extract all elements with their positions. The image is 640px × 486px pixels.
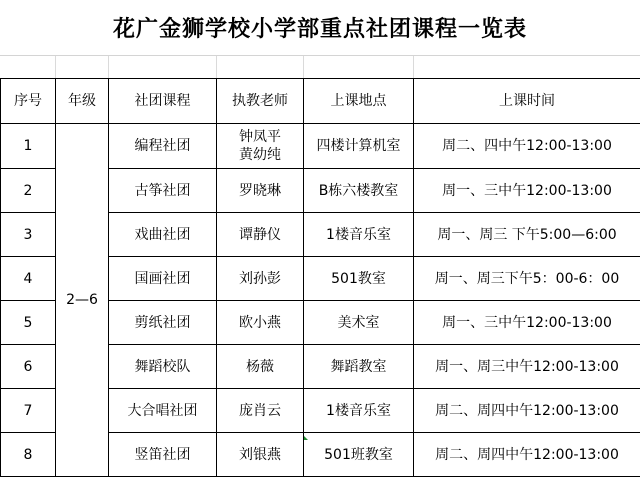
cell-comment-marker <box>304 436 308 440</box>
row-time: 周二、周四中午12:00-13:00 <box>414 433 640 477</box>
row-location: B栋六楼教室 <box>304 169 414 213</box>
header-club: 社团课程 <box>109 79 217 124</box>
table-header-row <box>1 79 640 124</box>
row-seq: 1 <box>1 124 56 169</box>
header-seq: 序号 <box>1 79 56 124</box>
row-seq: 4 <box>1 257 56 301</box>
row-teacher <box>217 213 304 257</box>
teacher-name: 钟凤平 <box>239 129 281 145</box>
gridline <box>55 56 56 78</box>
row-location: 美术室 <box>304 301 414 345</box>
teacher-name: 庞肖云 <box>239 402 281 419</box>
row-location: 501教室 <box>304 257 414 301</box>
empty-spacer-row <box>0 56 640 78</box>
row-location: 四楼计算机室 <box>304 124 414 169</box>
row-teacher <box>217 169 304 213</box>
row-teacher <box>217 301 304 345</box>
header-grade: 年级 <box>56 79 109 124</box>
grade-merged-cell: 2—6 <box>56 124 109 477</box>
row-seq: 6 <box>1 345 56 389</box>
row-time: 周一、周三 下午5:00—6:00 <box>414 213 640 257</box>
row-club: 戏曲社团 <box>109 213 217 257</box>
row-location: 501班教室 <box>304 433 414 477</box>
row-club: 竖笛社团 <box>109 433 217 477</box>
row-club: 舞蹈校队 <box>109 345 217 389</box>
teacher-name: 欧小燕 <box>239 314 281 331</box>
row-teacher <box>217 257 304 301</box>
header-teacher: 执教老师 <box>217 79 304 124</box>
row-teacher <box>217 124 304 169</box>
club-schedule-table <box>0 78 640 477</box>
row-seq: 7 <box>1 389 56 433</box>
gridline <box>413 56 414 78</box>
table-row <box>1 124 640 169</box>
row-location: 1楼音乐室 <box>304 389 414 433</box>
row-club: 国画社团 <box>109 257 217 301</box>
row-seq: 8 <box>1 433 56 477</box>
row-teacher <box>217 433 304 477</box>
teacher-name: 黄幼纯 <box>239 147 281 163</box>
row-seq: 2 <box>1 169 56 213</box>
row-teacher <box>217 389 304 433</box>
teacher-name: 刘孙彭 <box>239 270 281 287</box>
row-time: 周一、周三下午5：00-6：00 <box>414 257 640 301</box>
row-time: 周一、三中午12:00-13:00 <box>414 169 640 213</box>
row-club: 大合唱社团 <box>109 389 217 433</box>
header-location: 上课地点 <box>304 79 414 124</box>
row-time: 周二、四中午12:00-13:00 <box>414 124 640 169</box>
teacher-name: 谭静仪 <box>239 226 281 243</box>
teacher-name: 杨薇 <box>246 358 274 375</box>
row-seq: 5 <box>1 301 56 345</box>
row-club: 剪纸社团 <box>109 301 217 345</box>
gridline <box>216 56 217 78</box>
page-title: 花广金狮学校小学部重点社团课程一览表 <box>0 0 640 56</box>
row-location: 1楼音乐室 <box>304 213 414 257</box>
row-location: 舞蹈教室 <box>304 345 414 389</box>
gridline <box>108 56 109 78</box>
row-time: 周一、周三中午12:00-13:00 <box>414 345 640 389</box>
row-seq: 3 <box>1 213 56 257</box>
teacher-name: 罗晓琳 <box>239 182 281 199</box>
row-teacher <box>217 345 304 389</box>
row-club: 编程社团 <box>109 124 217 169</box>
header-time: 上课时间 <box>414 79 640 124</box>
row-time: 周一、三中午12:00-13:00 <box>414 301 640 345</box>
teacher-name: 刘银燕 <box>239 446 281 463</box>
row-club: 古筝社团 <box>109 169 217 213</box>
gridline <box>303 56 304 78</box>
row-time: 周二、周四中午12:00-13:00 <box>414 389 640 433</box>
